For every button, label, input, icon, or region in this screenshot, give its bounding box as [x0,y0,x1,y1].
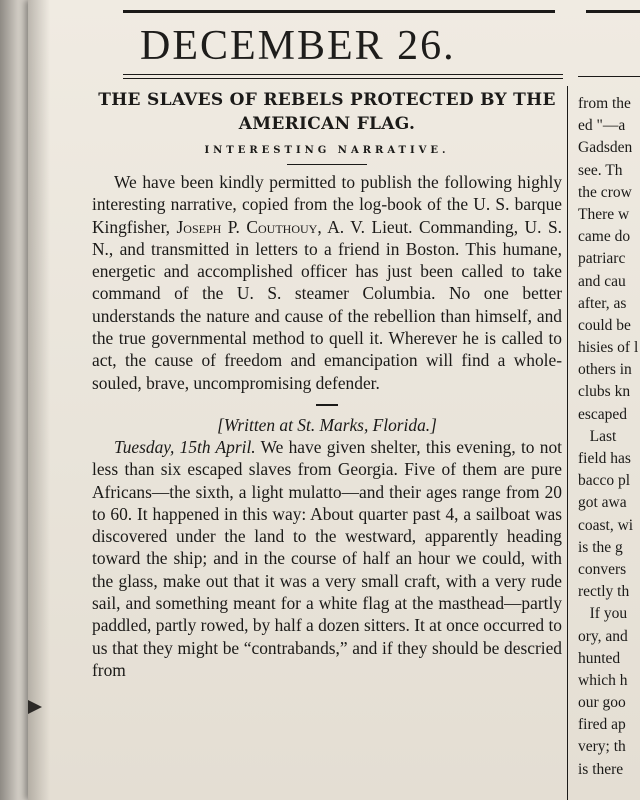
column-line: very; th [578,738,626,756]
column-line: ed "—a [578,117,626,135]
article-body [92,436,562,681]
column-line: after, as [578,294,627,312]
column-line: hisies of l [578,339,639,357]
header-top-rule-right [586,10,640,13]
page-fold-shadow [28,0,50,800]
body-text: We have given shelter, this evening, to not less than six escaped slaves from Georgia. Five of them are pure Africans—the sixth, a light mulatto—and their ages range from 20 to 60. It happened in this way: About quarter past 4, a sailboat was discovered under the land to the westward, apparently heading toward the ship; and in the course of half an hour we could, with the glass, make out that it was a very small craft, with a very rude sail, and something meant for a white flag at the masthead—partly paddled, partly rowed, by half a dozen sitters. It at once occurred to us that they might be “contrabands,” and if they should be descried from [92,436,562,680]
article-subhead: INTERESTING NARRATIVE. [204,145,450,156]
column-line: bacco pl [578,472,631,490]
column-line: from the [578,95,631,112]
intro-text-b: , A. V. Lieut. Commanding, U. S. N., and transmitted in letters to a friend in Boston. This humane, energetic and accomplished officer has just been called to take command of the U. S. steamer Columbia. No one better understands the nature and cause of the rebellion than himself, and the true governmental method to quell it. Wherever he is called to act, the cause of freedom and emancipation will find a whole-souled, brave, uncompromising defender. [92,216,562,393]
column-line: escaped [578,405,628,423]
column-line: our goo [578,694,626,712]
column-line: coast, wi [578,516,634,534]
column-line: see. Th [578,161,623,179]
header-top-rule [123,10,555,13]
article [92,88,562,681]
article-headline: THE SLAVES OF REBELS PROTECTED BY THE AMERICAN FLAG. [98,90,556,134]
header-bottom-rule-2 [123,78,563,79]
column-line: Last [578,427,617,445]
subhead-rule [287,164,367,165]
column-line: There w [578,205,630,223]
column-line: the crow [578,183,632,201]
column-line: ory, and [578,627,628,645]
page-date-header: DECEMBER 26. [140,23,456,69]
column-line: If you [578,605,628,623]
column-line: is there [578,760,624,778]
column-line: and cau [578,272,626,290]
column-line: came do [578,228,631,246]
column-line: hunted [578,649,621,667]
column-line: is the g [578,538,623,556]
column-line: could be [578,316,631,334]
article-intro [92,171,562,394]
dateline: [Written at St. Marks, Florida.] [217,414,437,435]
column-divider [567,86,568,800]
column-line: clubs kn [578,383,631,401]
header-bottom-rule-right [578,76,640,77]
column-line: patriarc [578,250,626,268]
column-line: Gadsden [578,139,633,157]
column-line: rectly th [578,583,630,601]
column-line: others in [578,361,632,379]
officer-name: Joseph P. Couthouy [176,216,318,237]
column-line: which h [578,671,628,689]
column-line: convers [578,560,627,578]
adjacent-column [578,93,640,781]
column-line: fired ap [578,716,626,734]
header-bottom-rule [123,74,563,75]
column-line: got awa [578,494,627,512]
column-line: field has [578,450,631,467]
intro-text-a: We have been kindly permitted to publish the following highly interesting narrative, copied from the log-book of the U. S. barque Kingfisher, [92,172,562,237]
entry-date: Tuesday, 15th April. [114,436,256,457]
section-divider [316,404,338,406]
